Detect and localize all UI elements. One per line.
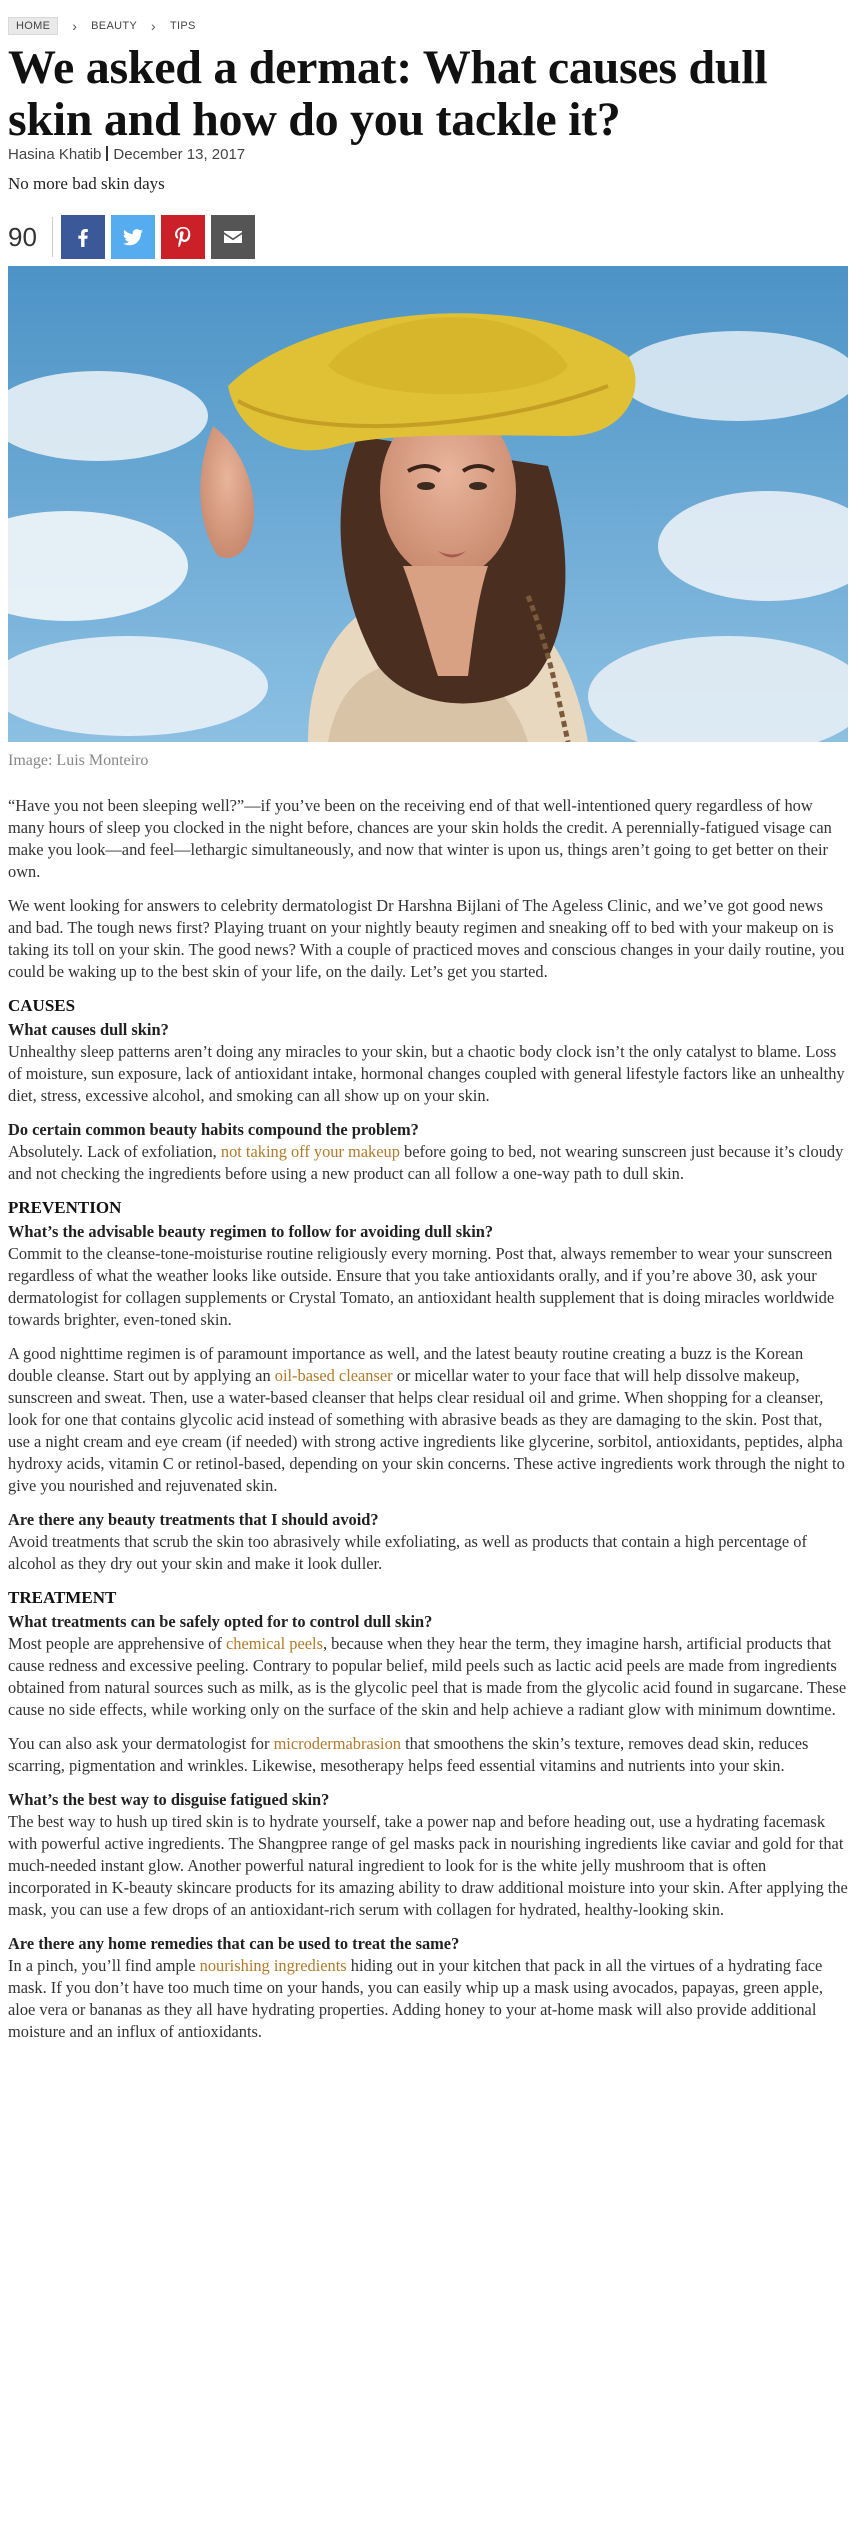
twitter-share-button[interactable] [111, 215, 155, 259]
answer-paragraph: Commit to the cleanse-tone-moisturise routine religiously every morning. Post that, always remember to wear your sunscreen regardless of what the weather looks like outside. Ensure that you take antioxidants orally, and if you’re above 30, ask your dermatologist for collagen supplements or Crystal Tomato, an antioxidant health supplement that is doing miracles worldwide towards brighter, even-toned skin. [8, 1244, 835, 1329]
text-span: , because when they hear the term, they imagine harsh, artificial products that cause redness and excessive peeling. Contrary to popular belief, mild peels such as lactic acid peels are made from ingredients obtained from natural sources such as milk, as is the glycolic peel that is made from the glycolic acid found in sugarcane. These cause no side effects, while working only on the surface of the skin and help achieve a radiant glow with minimum downtime. [8, 1634, 847, 1719]
text-span: or micellar water to your face that will help dissolve makeup, sunscreen and sweat. Then, use a water-based cleanser that helps clear residual oil and grime. When shopping for a cleanser, look for one that contains glycolic acid instead of something with abrasive beads as they are damaging to the skin. Post that, use a night cream and eye cream (if needed) with strong active ingredients like glycerine, sorbitol, antioxidants, peptides, alpha hydroxy acids, vitamin C or retinol-based, depending on your skin concerns. These active ingredients work through the night to give you nourished and rejuvenated skin. [8, 1366, 845, 1495]
answer-paragraph: The best way to hush up tired skin is to hydrate yourself, take a power nap and before heading out, use a hydrating facemask with powerful active ingredients. The Shangpree range of gel masks pack in nourishing ingredients like caviar and gold for that much-needed instant glow. Another powerful natural ingredient to look for is the white jelly mushroom that is often incorporated in K-beauty skincare products for its amazing ability to draw additional moisture into your skin. After applying the mask, you can use a few drops of an antioxidant-rich serum with collagen for hydrated, healthy-looking skin. [8, 1812, 848, 1919]
image-caption: Image: Luis Monteiro [8, 752, 149, 769]
answer-paragraph [8, 1343, 848, 1497]
text-span: that smoothens the skin’s texture, removes dead skin, reduces scarring, pigmentation and wrinkles. Likewise, mesotherapy helps feed essential vitamins and nutrients into your skin. [8, 1734, 809, 1775]
woman-in-yellow-hat-photo [8, 266, 848, 742]
inline-link-makeup[interactable]: not taking off your makeup [220, 1142, 400, 1161]
section-heading-treatment: TREATMENT [8, 1588, 117, 1607]
question-heading: What treatments can be safely opted for to control dull skin? [8, 1612, 433, 1631]
inline-link-microdermabrasion[interactable]: microdermabrasion [273, 1734, 401, 1753]
hero-image [8, 266, 848, 742]
answer-paragraph: Avoid treatments that scrub the skin too abrasively while exfoliating, as well as products that contain a high percentage of alcohol as they dry out your skin and make it look duller. [8, 1532, 807, 1573]
intro-paragraph-1: “Have you not been sleeping well?”—if you’ve been on the receiving end of that well-intentioned query regardless of how many hours of sleep you clocked in the night before, chances are your skin holds the credit. A perennially-fatigued visage can make you look—and feel—lethargic simultaneously, and now that winter is upon us, things aren’t going to get better on their own. [8, 796, 832, 881]
email-share-button[interactable] [211, 215, 255, 259]
answer-paragraph: Unhealthy sleep patterns aren’t doing any miracles to your skin, but a chaotic body clock isn’t the only catalyst to blame. Loss of moisture, sun exposure, lack of antioxidant intake, hormonal changes coupled with general lifestyle factors like an unhealthy diet, stress, excessive alcohol, and smoking can all show up on your skin. [8, 1042, 845, 1105]
article-title: We asked a dermat: What causes dull skin and how do you tackle it? [8, 41, 768, 146]
question-heading: What’s the advisable beauty regimen to follow for avoiding dull skin? [8, 1222, 494, 1241]
twitter-icon [121, 225, 145, 249]
share-divider [52, 217, 53, 257]
section-heading-causes: CAUSES [8, 996, 76, 1015]
text-span: A good nighttime regimen is of paramount importance as well, and the latest beauty routine creating a buzz is the Korean double cleanse. Start out by applying an [8, 1344, 804, 1385]
text-span: hiding out in your kitchen that pack in all the virtues of a hydrating face mask. If you don’t have too much time on your hands, you can easily whip up a mask using avocados, papayas, green apple, aloe vera or bananas as they all have hydrating properties. Adding honey to your at-home mask will also provide additional moisture and an influx of antioxidants. [8, 1956, 823, 2041]
breadcrumb-beauty-link[interactable]: BEAUTY [91, 20, 137, 32]
question-heading: What’s the best way to disguise fatigued skin? [8, 1790, 330, 1809]
intro-paragraph-2: We went looking for answers to celebrity dermatologist Dr Harshna Bijlani of The Ageless Clinic, and we’ve got good news and bad. The tough news first? Playing truant on your nightly beauty regimen and sneaking off to bed with your makeup on is taking its toll on your skin. The good news? With a couple of practiced moves and conscious changes in your daily routine, you could be waking up to the best skin of your life, on the daily. Let’s get you started. [8, 896, 845, 981]
publish-date: December 13, 2017 [113, 146, 246, 163]
pinterest-share-button[interactable] [161, 215, 205, 259]
question-heading: What causes dull skin? [8, 1020, 169, 1039]
answer-paragraph [8, 1955, 848, 2043]
meta-divider [106, 146, 108, 161]
question-heading: Do certain common beauty habits compound the problem? [8, 1120, 419, 1139]
text-span: In a pinch, you’ll find ample [8, 1956, 200, 1975]
facebook-share-button[interactable] [61, 215, 105, 259]
article-meta [8, 146, 245, 163]
article-body [8, 795, 848, 2055]
breadcrumb [8, 16, 196, 36]
inline-link-oil-cleanser[interactable]: oil-based cleanser [274, 1366, 393, 1385]
breadcrumb-tips-link[interactable]: TIPS [169, 20, 196, 32]
email-icon [221, 225, 245, 249]
answer-paragraph [8, 1633, 848, 1721]
text-span: before going to bed, not wearing sunscreen just because it’s cloudy and not checking the ingredients before using a new product can all follow a one-way path to dull skin. [8, 1142, 844, 1183]
text-span: You can also ask your dermatologist for [8, 1734, 274, 1753]
inline-link-nourishing-ingredients[interactable]: nourishing ingredients [199, 1956, 347, 1975]
facebook-icon [71, 225, 95, 249]
article-subtitle: No more bad skin days [8, 174, 165, 193]
question-heading: Are there any beauty treatments that I should avoid? [8, 1510, 379, 1529]
text-span: Most people are apprehensive of [8, 1634, 227, 1653]
chevron-right-icon: › [150, 18, 156, 34]
answer-paragraph [8, 1141, 848, 1185]
section-heading-prevention: PREVENTION [8, 1198, 122, 1217]
text-span: Absolutely. Lack of exfoliation, [8, 1142, 221, 1161]
share-bar [8, 214, 261, 260]
answer-paragraph [8, 1733, 848, 1777]
share-count: 90 [8, 221, 37, 252]
chevron-right-icon: › [72, 18, 78, 34]
pinterest-icon [171, 225, 195, 249]
breadcrumb-home-link[interactable]: HOME [8, 17, 58, 35]
author-name[interactable]: Hasina Khatib [8, 146, 102, 163]
inline-link-chemical-peels[interactable]: chemical peels [226, 1634, 323, 1653]
question-heading: Are there any home remedies that can be used to treat the same? [8, 1934, 460, 1953]
